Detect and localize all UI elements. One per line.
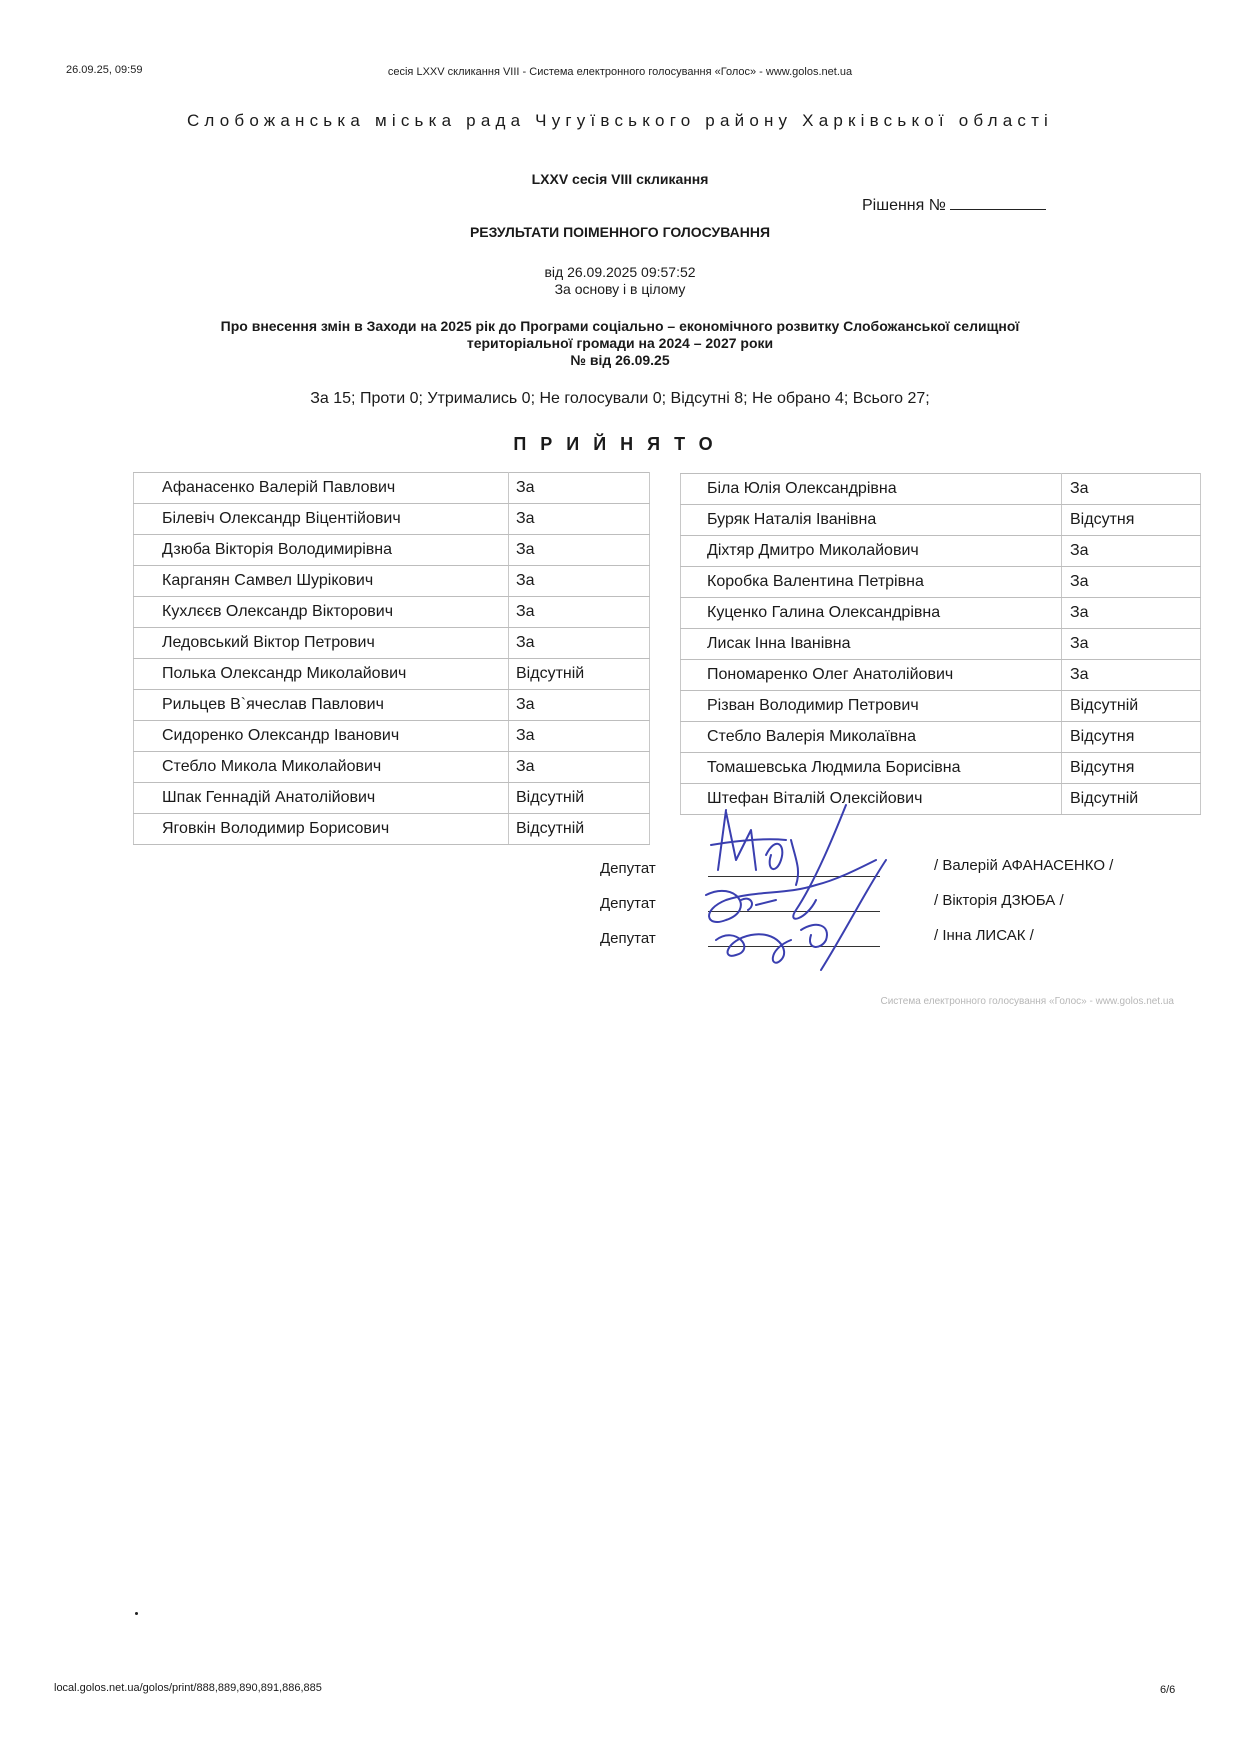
signatory-name: / Валерій АФАНАСЕНКО / bbox=[934, 857, 1114, 874]
table-row bbox=[134, 597, 650, 628]
deputy-name: Стебло Микола Миколайович bbox=[134, 752, 509, 783]
votes-table-left bbox=[133, 472, 650, 845]
deputy-vote: За bbox=[509, 504, 650, 535]
deputy-name: Стебло Валерія Миколаївна bbox=[681, 722, 1062, 753]
deputy-vote: Відсутній bbox=[1062, 691, 1201, 722]
deputy-name: Ледовський Віктор Петрович bbox=[134, 628, 509, 659]
deputy-vote: За bbox=[509, 752, 650, 783]
deputy-name: Штефан Віталій Олексійович bbox=[681, 784, 1062, 815]
deputy-vote: За bbox=[509, 628, 650, 659]
scan-dot bbox=[135, 1612, 138, 1615]
table-row bbox=[681, 567, 1201, 598]
vote-totals: За 15; Проти 0; Утримались 0; Не голосували 0; Відсутні 8; Не обрано 4; Всього 27; bbox=[310, 390, 930, 407]
deputy-name: Дзюба Вікторія Володимирівна bbox=[134, 535, 509, 566]
deputy-name: Сидоренко Олександр Іванович bbox=[134, 721, 509, 752]
table-row bbox=[134, 628, 650, 659]
deputy-name: Афанасенко Валерій Павлович bbox=[134, 473, 509, 504]
decision-blank-line bbox=[950, 195, 1046, 210]
deputy-vote: За bbox=[1062, 536, 1201, 567]
table-row bbox=[134, 783, 650, 814]
deputy-vote: За bbox=[509, 721, 650, 752]
deputy-name: Лисак Інна Іванівна bbox=[681, 629, 1062, 660]
deputy-vote: За bbox=[1062, 598, 1201, 629]
table-row bbox=[134, 473, 650, 504]
deputy-name: Рильцев В`ячеслав Павлович bbox=[134, 690, 509, 721]
table-row bbox=[681, 629, 1201, 660]
print-header-title: сесія LXXV скликання VIII - Система електронного голосування «Голос» - www.golos.net.ua bbox=[387, 66, 853, 78]
table-row bbox=[681, 753, 1201, 784]
deputy-vote: За bbox=[509, 473, 650, 504]
resolution-subject bbox=[160, 318, 1080, 369]
deputy-name: Яговкін Володимир Борисович bbox=[134, 814, 509, 845]
deputy-name: Куценко Галина Олександрівна bbox=[681, 598, 1062, 629]
vote-date: від 26.09.2025 09:57:52 bbox=[544, 264, 696, 280]
table-row bbox=[134, 690, 650, 721]
council-name: Слобожанська міська рада Чугуївського району Харківської області bbox=[186, 111, 1054, 130]
session-title: LXXV сесія VIII скликання bbox=[531, 171, 709, 187]
table-row bbox=[134, 535, 650, 566]
table-row bbox=[134, 566, 650, 597]
deputy-vote: За bbox=[1062, 567, 1201, 598]
deputy-vote: Відсутній bbox=[509, 814, 650, 845]
deputy-name: Коробка Валентина Петрівна bbox=[681, 567, 1062, 598]
votes-table-right bbox=[680, 473, 1201, 815]
deputy-vote: За bbox=[509, 535, 650, 566]
table-row bbox=[134, 659, 650, 690]
table-row bbox=[134, 814, 650, 845]
deputy-name: Карганян Самвел Шурікович bbox=[134, 566, 509, 597]
page-number: 6/6 bbox=[1160, 1684, 1176, 1696]
signature-label: Депутат bbox=[600, 930, 656, 947]
print-url: local.golos.net.ua/golos/print/888,889,890,891,886,885 bbox=[54, 1682, 322, 1694]
table-row bbox=[681, 598, 1201, 629]
decision-label: Рішення № bbox=[862, 197, 946, 214]
table-row bbox=[681, 505, 1201, 536]
vote-basis: За основу і в цілому bbox=[554, 281, 686, 297]
signature-footer: Система електронного голосування «Голос» - www.golos.net.ua bbox=[880, 996, 1174, 1007]
deputy-vote: Відсутній bbox=[509, 659, 650, 690]
deputy-vote: Відсутній bbox=[509, 783, 650, 814]
decision-number bbox=[862, 195, 1046, 215]
deputy-name: Діхтяр Дмитро Миколайович bbox=[681, 536, 1062, 567]
table-row bbox=[134, 721, 650, 752]
deputy-name: Кухлєєв Олександр Вікторович bbox=[134, 597, 509, 628]
table-row bbox=[134, 752, 650, 783]
table-row bbox=[681, 660, 1201, 691]
deputy-vote: Відсутній bbox=[1062, 784, 1201, 815]
deputy-vote: За bbox=[509, 566, 650, 597]
deputy-vote: Відсутня bbox=[1062, 722, 1201, 753]
deputy-name: Білевіч Олександр Віцентійович bbox=[134, 504, 509, 535]
table-row bbox=[134, 504, 650, 535]
table-row bbox=[681, 536, 1201, 567]
signatory-name: / Вікторія ДЗЮБА / bbox=[934, 892, 1064, 909]
deputy-vote: За bbox=[1062, 474, 1201, 505]
deputy-name: Біла Юлія Олександрівна bbox=[681, 474, 1062, 505]
signatory-name: / Інна ЛИСАК / bbox=[934, 927, 1034, 944]
deputy-vote: Відсутня bbox=[1062, 753, 1201, 784]
results-title: РЕЗУЛЬТАТИ ПОІМЕННОГО ГОЛОСУВАННЯ bbox=[469, 224, 771, 240]
signature-label: Депутат bbox=[600, 860, 656, 877]
table-row bbox=[681, 722, 1201, 753]
adopted-status: ПРИЙНЯТО bbox=[513, 434, 727, 454]
deputy-name: Пономаренко Олег Анатолійович bbox=[681, 660, 1062, 691]
table-row bbox=[681, 474, 1201, 505]
deputy-vote: Відсутня bbox=[1062, 505, 1201, 536]
subject-line-1: Про внесення змін в Заходи на 2025 рік до Програми соціально – економічного розвитку Слобожанської селищної bbox=[220, 318, 1020, 334]
subject-line-3: № від 26.09.25 bbox=[570, 352, 670, 368]
subject-line-2: територіальної громади на 2024 – 2027 роки bbox=[466, 335, 774, 351]
handwritten-signature-icon bbox=[696, 800, 906, 980]
deputy-vote: За bbox=[509, 597, 650, 628]
signature-label: Депутат bbox=[600, 895, 656, 912]
deputy-vote: За bbox=[1062, 660, 1201, 691]
table-row bbox=[681, 691, 1201, 722]
deputy-name: Шпак Геннадій Анатолійович bbox=[134, 783, 509, 814]
deputy-name: Полька Олександр Миколайович bbox=[134, 659, 509, 690]
deputy-vote: За bbox=[1062, 629, 1201, 660]
deputy-name: Буряк Наталія Іванівна bbox=[681, 505, 1062, 536]
deputy-name: Томашевська Людмила Борисівна bbox=[681, 753, 1062, 784]
deputy-name: Різван Володимир Петрович bbox=[681, 691, 1062, 722]
deputy-vote: За bbox=[509, 690, 650, 721]
print-datetime: 26.09.25, 09:59 bbox=[66, 64, 143, 76]
